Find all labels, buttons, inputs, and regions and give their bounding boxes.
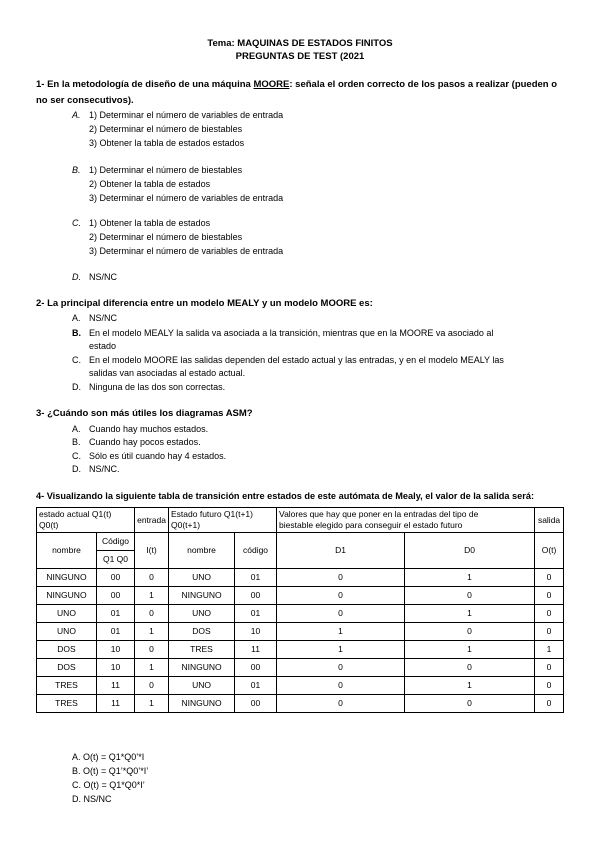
- q1-text-moore: MOORE: [253, 79, 290, 90]
- header-text: Estado futuro Q1(t+1): [171, 509, 253, 519]
- q2-question: 2- La principal diferencia entre un modelo MEALY y un modelo MOORE es:: [36, 298, 373, 309]
- table-cell: UNO: [169, 569, 235, 587]
- q2-option-c-letter: C.: [72, 355, 81, 365]
- header-salida: salida: [535, 508, 564, 533]
- table-cell: TRES: [37, 695, 97, 713]
- header-q1q0: Q1 Q0: [97, 551, 135, 569]
- table-cell: 0: [535, 623, 564, 641]
- table-cell: 1: [405, 677, 535, 695]
- table-cell: 0: [535, 659, 564, 677]
- q1-option-c-step: 3) Determinar el número de variables de entrada: [89, 246, 284, 256]
- header-codigo: Código: [97, 533, 135, 551]
- table-cell: 1: [405, 605, 535, 623]
- q2-option-d-text: Ninguna de las dos son correctas.: [89, 382, 226, 392]
- q2-option-c-text: En el modelo MOORE las salidas dependen del estado actual y las entradas, y en el modelo MEALY las: [89, 355, 504, 365]
- header-d0: D0: [405, 533, 535, 569]
- table-cell: 0: [405, 623, 535, 641]
- table-cell: 10: [97, 641, 135, 659]
- table-cell: 0: [405, 695, 535, 713]
- table-row: [37, 677, 564, 695]
- q2-option-b-letter: B.: [72, 328, 81, 338]
- table-row: [37, 695, 564, 713]
- q1-option-a-step: 2) Determinar el número de biestables: [89, 124, 243, 134]
- q2-option-c-text: salidas van asociadas al estado actual.: [89, 368, 246, 378]
- table-cell: 0: [135, 605, 169, 623]
- header-estado-actual: [37, 508, 135, 533]
- table-cell: 11: [97, 695, 135, 713]
- table-cell: UNO: [169, 677, 235, 695]
- q3-question: 3- ¿Cuándo son más útiles los diagramas ASM?: [36, 408, 253, 419]
- table-cell: 01: [235, 605, 277, 623]
- q1-question: [36, 79, 557, 90]
- table-cell: 1: [135, 659, 169, 677]
- q2-option-a-text: NS/NC: [89, 313, 118, 323]
- table-cell: 0: [405, 659, 535, 677]
- header-ot: O(t): [535, 533, 564, 569]
- table-cell: 01: [97, 605, 135, 623]
- q4-answer-a: A. O(t) = Q1*Q0’*I: [72, 752, 145, 762]
- header-nombre: nombre: [37, 533, 97, 569]
- header-text: Valores que hay que poner en la entradas del tipo de: [279, 509, 479, 519]
- table-cell: 0: [535, 587, 564, 605]
- table-cell: DOS: [37, 659, 97, 677]
- table-cell: 0: [535, 569, 564, 587]
- header-it: I(t): [135, 533, 169, 569]
- header-entrada: entrada: [135, 508, 169, 533]
- table-cell: 1: [405, 569, 535, 587]
- table-cell: 1: [405, 641, 535, 659]
- table-cell: 10: [97, 659, 135, 677]
- table-cell: 0: [277, 677, 405, 695]
- table-cell: 11: [235, 641, 277, 659]
- q1-option-a-letter: A.: [72, 110, 81, 120]
- q1-option-a-step: 1) Determinar el número de variables de entrada: [89, 110, 284, 120]
- q1-option-b-letter: B.: [72, 165, 81, 175]
- q4-answer-d: D. NS/NC: [72, 794, 112, 804]
- document-title: Tema: MAQUINAS DE ESTADOS FINITOS: [207, 38, 393, 49]
- table-cell: DOS: [169, 623, 235, 641]
- table-cell: TRES: [37, 677, 97, 695]
- table-row: [37, 623, 564, 641]
- header-text: Q0(t+1): [171, 520, 201, 530]
- header-text: estado actual Q1(t): [39, 509, 112, 519]
- q3-option-a-text: Cuando hay muchos estados.: [89, 424, 209, 434]
- table-cell: NINGUNO: [169, 587, 235, 605]
- table-cell: 1: [277, 641, 405, 659]
- q3-option-a-letter: A.: [72, 424, 81, 434]
- table-cell: 1: [535, 641, 564, 659]
- table-cell: 1: [277, 623, 405, 641]
- q1-option-c-letter: C.: [72, 218, 81, 228]
- table-cell: UNO: [37, 623, 97, 641]
- q3-option-c-text: Sólo es útil cuando hay 4 estados.: [89, 451, 227, 461]
- q4-answer-c: C. O(t) = Q1*Q0*I’: [72, 780, 145, 790]
- q1-text-a: 1- En la metodología de diseño de una máquina: [36, 79, 254, 90]
- table-cell: 0: [277, 569, 405, 587]
- table-cell: UNO: [169, 605, 235, 623]
- header-nombre-futuro: nombre: [169, 533, 235, 569]
- table-cell: 0: [277, 605, 405, 623]
- transition-table: [36, 507, 564, 713]
- table-cell: NINGUNO: [37, 569, 97, 587]
- q3-option-b-letter: B.: [72, 437, 81, 447]
- table-cell: 1: [135, 623, 169, 641]
- table-cell: 11: [97, 677, 135, 695]
- q1-option-b-step: 1) Determinar el número de biestables: [89, 165, 243, 175]
- q1-option-b-step: 3) Determinar el número de variables de entrada: [89, 193, 284, 203]
- q1-option-d-text: NS/NC: [89, 272, 118, 282]
- table-row: [37, 659, 564, 677]
- table-row: [37, 605, 564, 623]
- q1-option-a-step: 3) Obtener la tabla de estados estados: [89, 138, 245, 148]
- header-valores: [277, 508, 535, 533]
- table-cell: 0: [535, 677, 564, 695]
- table-cell: 0: [135, 569, 169, 587]
- table-row: [37, 569, 564, 587]
- table-cell: UNO: [37, 605, 97, 623]
- q4-answer-b: B. O(t) = Q1’*Q0’*I’: [72, 766, 149, 776]
- q2-option-d-letter: D.: [72, 382, 81, 392]
- table-row: [37, 641, 564, 659]
- table-cell: 0: [135, 677, 169, 695]
- table-cell: 0: [535, 695, 564, 713]
- q3-option-b-text: Cuando hay pocos estados.: [89, 437, 201, 447]
- q1-question-line2: no ser consecutivos).: [36, 95, 134, 106]
- table-cell: 10: [235, 623, 277, 641]
- header-text: Q0(t): [39, 520, 59, 530]
- q3-option-d-text: NS/NC.: [89, 464, 120, 474]
- table-cell: 01: [235, 569, 277, 587]
- header-estado-futuro: [169, 508, 277, 533]
- table-row: [37, 587, 564, 605]
- table-cell: 0: [135, 641, 169, 659]
- table-cell: NINGUNO: [37, 587, 97, 605]
- table-subheader-row: [37, 533, 564, 551]
- q2-option-a-letter: A.: [72, 313, 81, 323]
- table-cell: 01: [235, 677, 277, 695]
- table-cell: 0: [277, 695, 405, 713]
- table-header-row: [37, 508, 564, 533]
- header-d1: D1: [277, 533, 405, 569]
- document-subtitle: PREGUNTAS DE TEST (2021: [235, 51, 365, 62]
- table-cell: 0: [535, 605, 564, 623]
- table-cell: 00: [235, 659, 277, 677]
- table-cell: NINGUNO: [169, 659, 235, 677]
- table-cell: 0: [277, 587, 405, 605]
- table-cell: 00: [235, 695, 277, 713]
- table-cell: 1: [135, 587, 169, 605]
- table-cell: 0: [405, 587, 535, 605]
- header-codigo-futuro: código: [235, 533, 277, 569]
- table-cell: 01: [97, 623, 135, 641]
- table-cell: 0: [277, 659, 405, 677]
- table-cell: 00: [97, 569, 135, 587]
- q2-option-b-text: estado: [89, 341, 117, 351]
- q1-option-b-step: 2) Obtener la tabla de estados: [89, 179, 211, 189]
- q1-option-d-letter: D.: [72, 272, 81, 282]
- table-cell: 00: [97, 587, 135, 605]
- table-cell: 00: [235, 587, 277, 605]
- table-cell: DOS: [37, 641, 97, 659]
- q4-question: 4- Visualizando la siguiente tabla de transición entre estados de este autómata de Mealy, el valor de la salida será:: [36, 491, 535, 501]
- q3-option-c-letter: C.: [72, 451, 81, 461]
- header-text: biestable elegido para conseguir el estado futuro: [279, 520, 463, 530]
- q3-option-d-letter: D.: [72, 464, 81, 474]
- q1-option-c-step: 1) Obtener la tabla de estados: [89, 218, 211, 228]
- q2-option-b-text: En el modelo MEALY la salida va asociada a la transición, mientras que en la MOORE va asociado al: [89, 328, 494, 338]
- q1-option-c-step: 2) Determinar el número de biestables: [89, 232, 243, 242]
- table-cell: 1: [135, 695, 169, 713]
- table-cell: TRES: [169, 641, 235, 659]
- table-cell: NINGUNO: [169, 695, 235, 713]
- q1-text-b: : señala el orden correcto de los pasos a realizar (pueden o: [289, 79, 558, 90]
